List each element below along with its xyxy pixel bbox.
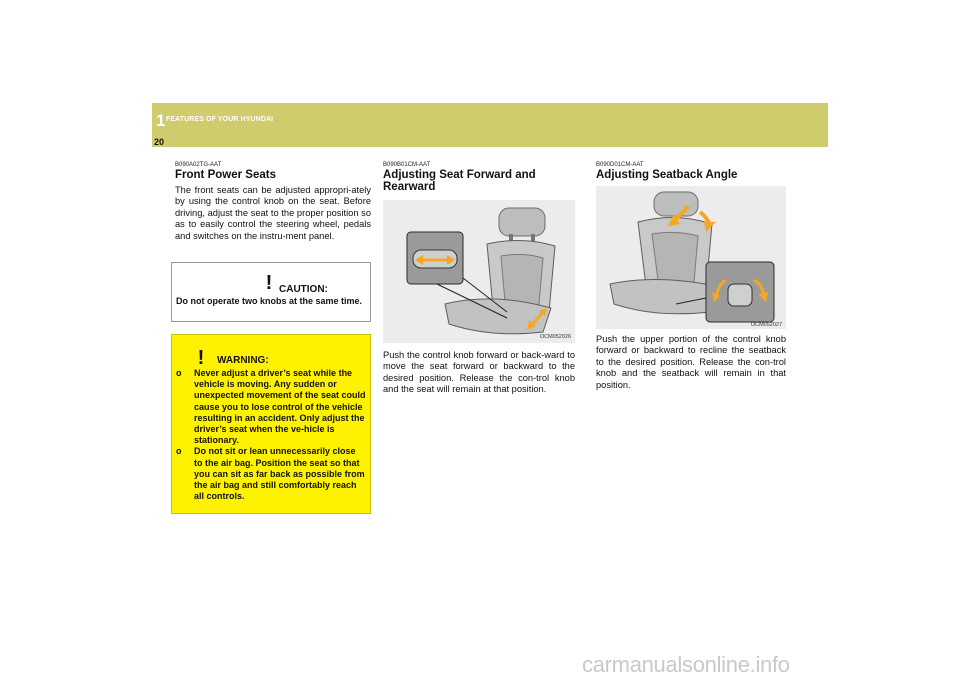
- list-item: [176, 446, 366, 502]
- seatback-figure: [596, 186, 786, 329]
- warning-title: WARNING:: [217, 355, 269, 366]
- section-heading: Adjusting Seatback Angle: [596, 169, 738, 181]
- figure-code: OCM052027: [750, 322, 782, 328]
- page-number: 20: [154, 137, 165, 147]
- header-band: [152, 103, 828, 147]
- section-heading: Adjusting Seat Forward and Rearward: [383, 169, 536, 193]
- warning-triangle-icon: [188, 343, 214, 367]
- caution-title: CAUTION:: [279, 284, 328, 295]
- watermark: carmanualsonline.info: [582, 652, 790, 677]
- svg-text:!: !: [265, 272, 273, 292]
- warning-item-text: Do not sit or lean unnecessarily close to the air bag. Position the seat so that you can sit as far back as possible from the air bag and still comfortably reach all controls.: [194, 446, 365, 502]
- warning-list: [176, 368, 366, 502]
- seatback-illustration: [596, 186, 786, 329]
- seat-forward-rearward-section: [383, 162, 579, 197]
- warning-item-text: Never adjust a driver’s seat while the vehicle is moving. Any sudden or unexpected movement of the seat could cause you to lose control of the vehicle resulting in an accident. Only adjust the driver’s seat when the ve-hicle is stationary.: [194, 368, 366, 446]
- figure-code: OCM052026: [539, 334, 571, 340]
- list-item: [176, 368, 366, 446]
- section-code: B090D01CM-AAT: [596, 162, 644, 168]
- section-code: B090A02TG-AAT: [175, 162, 222, 168]
- list-bullet: o: [176, 446, 182, 457]
- chapter-title: FEATURES OF YOUR HYUNDAI: [166, 116, 274, 123]
- section-code: B090B01CM-AAT: [383, 162, 431, 168]
- caution-text: Do not operate two knobs at the same time.: [176, 296, 363, 306]
- svg-text:!: !: [197, 347, 205, 367]
- section-heading: Front Power Seats: [175, 169, 276, 181]
- chapter-number: 1: [156, 111, 166, 130]
- seat-slide-figure: [383, 200, 575, 343]
- seatback-body: Push the upper portion of the control knob forward or backward to recline the seatback to the desired position. Release the con-trol knob and the seatback will remain in that position.: [596, 334, 786, 390]
- seat-slide-illustration: [383, 200, 575, 343]
- section-body: The front seats can be adjusted appropri-ately by using the control knob on the seat. Before driving, adjust the seat to the proper position so as to easily control the steering wheel, pedals and switches on the instru-ment panel.: [175, 185, 371, 241]
- list-bullet: o: [176, 368, 182, 378]
- seatback-angle-section: [596, 162, 792, 185]
- caution-box: [171, 262, 371, 322]
- front-power-seats-section: [175, 162, 371, 242]
- seat-slide-body: Push the control knob forward or back-ward to move the seat forward or backward to the desired position. Release the con-trol knob and the seat will remain at that position.: [383, 350, 575, 395]
- warning-box: [171, 334, 371, 514]
